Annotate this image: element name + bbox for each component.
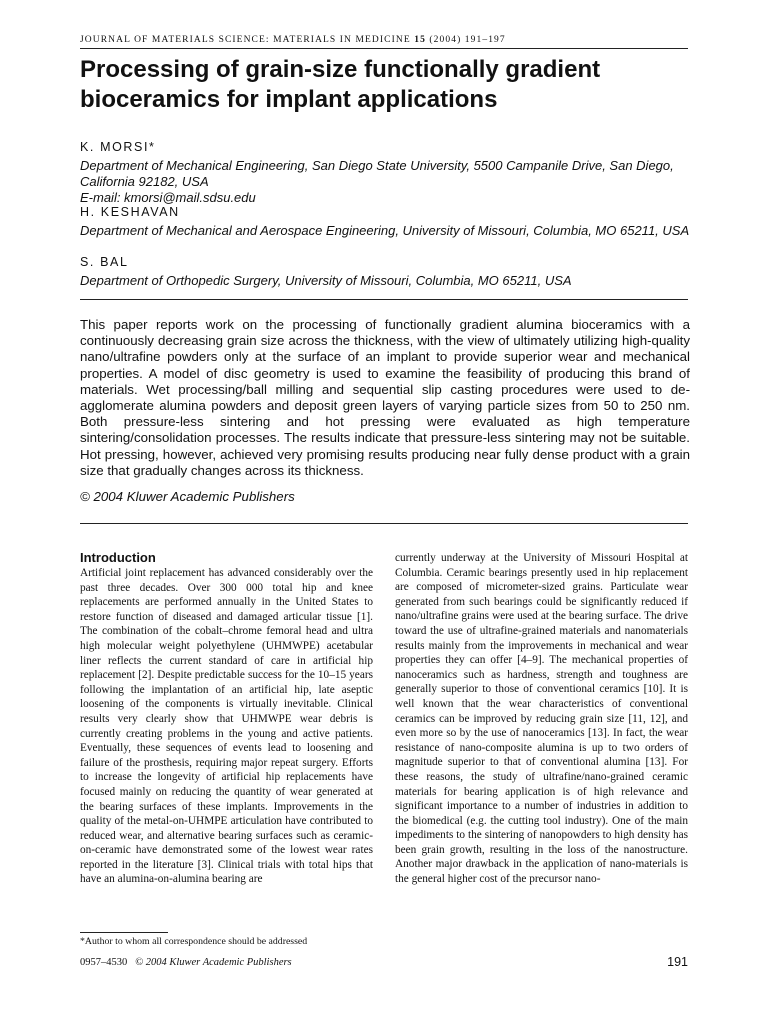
journal-header: [80, 35, 690, 45]
author-block-2: [80, 204, 700, 239]
body-column-right: [395, 551, 688, 887]
abstract-copyright: © 2004 Kluwer Academic Publishers: [80, 489, 295, 504]
abstract-rule: [80, 523, 688, 524]
author-affiliation: Department of Mechanical and Aerospace Engineering, University of Missouri, Columbia, MO 65211, USA: [80, 223, 690, 238]
author-name: K. MORSI*: [80, 140, 156, 154]
journal-year-pages: (2004) 191–197: [429, 35, 506, 45]
footnote: *Author to whom all correspondence should be addressed: [80, 936, 308, 947]
header-rule: [80, 48, 688, 49]
footer-issn: 0957–4530: [80, 957, 128, 968]
body-column-left: [80, 550, 373, 887]
intro-paragraph-left: Artificial joint replacement has advanced considerably over the past three decades. Over 300 000 total hip and knee replacements are performed annually in the United States to restore function of diseased and damaged articular tissue [1]. The combination of the cobalt–chrome femoral head and ultra high molecular weight polyethylene (UHMWPE) acetabular liner reflects the current standard of care in artificial hip replacement [2]. Despite predictable success for the 10–15 years following the implantation of an artificial hip, late aseptic loosening of the components is virtually inevitable. Clinical results very clearly show that UHMWPE wear debris is currently creating problems in the young and active patients. Eventually, these sequences of events lead to loosening and failure of the prosthesis, requiring major repeat surgery. Efforts to increase the longevity of artificial hip replacements have focused mainly on reducing the quantity of wear generated at the bearing surfaces of these implants. Improvements in the quality of the metal-on-UHMPE articulation have contributed to reduced wear, and alternative bearing surfaces such as ceramic-on-ceramic have demonstrated some of the lowest wear rates reported in the literature [3]. Clinical trials with total hips that have an alumina-on-alumina bearing are: [80, 567, 373, 886]
author-block-1: [80, 139, 700, 206]
author-name: H. KESHAVAN: [80, 205, 180, 219]
intro-paragraph-right: currently underway at the University of Missouri Hospital at Columbia. Ceramic bearings presently used in hip replacement are composed of micrometer-sized grains. Particulate wear generated from such bearings could be significantly reduced if nano/ultrafine grains were used at the bearing surface. The drive toward the use of ultrafine-grained materials and nanomaterials results mainly from the improvements in mechanical and wear properties they can offer [4–9]. The mechanical properties of nanoceramics such as hardness, strength and toughness are generally superior to those of conventional ceramics [10]. It is well known that the wear characteristics of conventional ceramics can be improved by reducing grain size [11, 12], and even more so by the use of nanoceramics [13]. In fact, the wear resistance of nano-composite alumina is up to two orders of magnitude superior to that of conventional alumina [13]. For these reasons, the study of ultrafine/nano-grained ceramic materials for bearing application is of high relevance and significant importance to a number of industries in addition to the biomedical (e.g. the cutting tool industry). One of the main impediments to the sintering of nanopowders to high density has been grain growth, resulting in the loss of the nanostructure. Another major drawback in the application of nano-materials is the general higher cost of the precursor nano-: [395, 552, 688, 886]
author-block-3: [80, 254, 700, 289]
footer-publisher: © 2004 Kluwer Academic Publishers: [135, 957, 292, 968]
author-affiliation: Department of Mechanical Engineering, San Diego State University, 5500 Campanile Drive, San Diego, California 92182, USA: [80, 158, 674, 189]
author-email: E-mail: kmorsi@mail.sdsu.edu: [80, 190, 256, 205]
authors-rule: [80, 299, 688, 300]
author-affiliation: Department of Orthopedic Surgery, University of Missouri, Columbia, MO 65211, USA: [80, 273, 572, 288]
author-name: S. BAL: [80, 255, 129, 269]
paper-title: Processing of grain-size functionally gradient bioceramics for implant applications: [80, 56, 601, 113]
footer-issn-block: [80, 957, 292, 968]
abstract: This paper reports work on the processing of functionally gradient alumina bioceramics with a continuously decreasing grain size across the thickness, with the view of ultimately utilizing high-quality nano/ultrafine powders only at the surface of an implant to provide superior wear and mechanical properties. A model of disc geometry is used to examine the feasibility of producing this brand of materials. Wet processing/ball milling and sequential slip casting procedures were used to de-agglomerate alumina powders and deposit green layers of varying particle sizes from 50 to 250 nm. Both pressure-less sintering and hot pressing were evaluated as high temperature sintering/consolidation processes. The results indicate that pressure-less sintering may not be suitable. Hot pressing, however, achieved very promising results producing near fully dense product with a grain size that gradually changes across its thickness.: [80, 317, 690, 478]
page-number: 191: [667, 955, 688, 969]
section-heading: Introduction: [80, 550, 156, 565]
journal-name: JOURNAL OF MATERIALS SCIENCE: MATERIALS IN MEDICINE: [80, 35, 411, 45]
journal-volume: 15: [414, 35, 426, 45]
footnote-rule: [80, 932, 168, 933]
